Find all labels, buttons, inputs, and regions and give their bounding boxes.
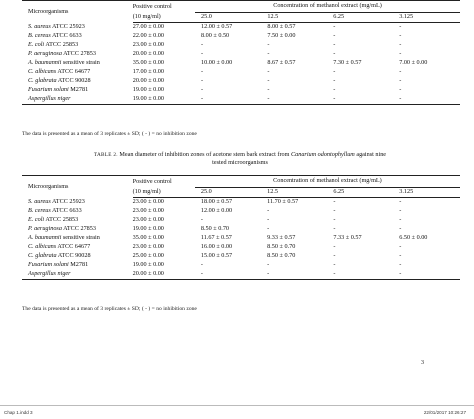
zone-value-cell: - bbox=[399, 243, 402, 251]
zone-value-cell: - bbox=[333, 216, 336, 224]
species-name: E. coli bbox=[28, 41, 45, 49]
zone-value-cell: - bbox=[399, 23, 402, 31]
strain-name: sensitive strain bbox=[61, 234, 100, 242]
table-row bbox=[22, 270, 460, 280]
zone-value-cell: 8.50 ± 0.70 bbox=[200, 225, 230, 233]
positive-control-cell: 23.00 ± 0.00 bbox=[132, 243, 164, 251]
table-row bbox=[22, 77, 460, 86]
zone-value-cell: - bbox=[327, 95, 393, 105]
footer-file-label: Chap 1.indd 3 bbox=[4, 410, 33, 415]
header-positive-control-unit: (10 mg/ml) bbox=[133, 188, 195, 198]
zone-value-cell: - bbox=[399, 68, 402, 76]
zone-value-cell: - bbox=[333, 225, 336, 233]
microorganism-cell bbox=[22, 59, 133, 68]
table-row bbox=[22, 41, 460, 50]
zone-value-cell: 8.50 ± 0.70 bbox=[267, 252, 296, 260]
positive-control-cell: 35.00 ± 0.00 bbox=[132, 59, 164, 67]
zone-value-cell: - bbox=[399, 207, 402, 215]
table-2-note: The data is presented as a mean of 3 replicates ± SD; ( - ) = no inhibition zone bbox=[22, 306, 197, 312]
positive-control-cell: 20.00 ± 0.00 bbox=[132, 77, 164, 85]
positive-control-cell: 23.00 ± 0.00 bbox=[132, 216, 164, 224]
zone-value-cell: - bbox=[333, 207, 336, 215]
species-name: Aspergillus niger bbox=[28, 95, 71, 103]
table-row bbox=[22, 207, 460, 216]
microorganism-cell bbox=[22, 261, 133, 270]
zone-value-cell: - bbox=[333, 50, 336, 58]
zone-value-cell: - bbox=[399, 41, 402, 49]
species-name: A. baumannii bbox=[28, 59, 62, 67]
zone-value-cell: - bbox=[267, 68, 270, 76]
microorganism-cell bbox=[22, 252, 133, 261]
caption-line-2: tested microorganisms bbox=[212, 159, 268, 167]
zone-value-cell: - bbox=[399, 198, 402, 206]
microorganism-cell bbox=[22, 243, 133, 252]
zone-value-cell: - bbox=[399, 77, 402, 85]
zone-value-cell: 9.33 ± 0.57 bbox=[267, 234, 296, 242]
table-2-body bbox=[22, 198, 460, 280]
zone-value-cell: - bbox=[333, 41, 336, 49]
table-row bbox=[22, 243, 460, 252]
strain-name: sensitive strain bbox=[61, 59, 100, 67]
zone-value-cell: - bbox=[201, 41, 204, 49]
species-name: C. glabrata bbox=[28, 252, 57, 260]
zone-value-cell: - bbox=[201, 86, 204, 94]
zone-value-cell: - bbox=[333, 68, 336, 76]
zone-value-cell: - bbox=[333, 243, 336, 251]
zone-value-cell: - bbox=[399, 50, 402, 58]
table-row bbox=[22, 234, 460, 243]
print-footer bbox=[0, 405, 474, 419]
strain-name: ATCC 90028 bbox=[56, 77, 91, 85]
strain-name: ATCC 25923 bbox=[50, 23, 85, 31]
zone-value-cell: - bbox=[333, 252, 336, 260]
header-conc-6-25: 6.25 bbox=[327, 188, 393, 198]
positive-control-cell: 20.00 ± 0.00 bbox=[133, 270, 195, 280]
table-1 bbox=[22, 0, 460, 105]
zone-value-cell: - bbox=[333, 32, 336, 40]
zone-value-cell: - bbox=[267, 207, 270, 215]
zone-value-cell: - bbox=[333, 23, 336, 31]
zone-value-cell: - bbox=[261, 270, 327, 280]
microorganism-cell bbox=[22, 270, 133, 280]
page-number: 3 bbox=[421, 360, 424, 366]
caption-text-1: Mean diameter of inhibition zones of acetone stem bark extract from bbox=[117, 151, 291, 158]
header-microorganisms: Microorganisms bbox=[22, 1, 133, 23]
positive-control-cell: 20.00 ± 0.00 bbox=[132, 50, 164, 58]
zone-value-cell: 11.67 ± 0.57 bbox=[200, 234, 232, 242]
zone-value-cell: - bbox=[267, 50, 270, 58]
species-name: Fusarium solani bbox=[28, 86, 69, 94]
table-row bbox=[22, 32, 460, 41]
species-name: P. aeruginosa bbox=[28, 50, 62, 58]
table-row bbox=[22, 216, 460, 225]
zone-value-cell: - bbox=[201, 50, 204, 58]
strain-name: ATCC 25853 bbox=[44, 216, 79, 224]
header-concentration: Concentration of methanol extract (mg/mL) bbox=[195, 1, 460, 13]
species-name: Aspergillus niger bbox=[28, 270, 71, 278]
microorganism-cell bbox=[22, 207, 133, 216]
zone-value-cell: 18.00 ± 0.57 bbox=[200, 198, 233, 206]
species-name: S. aureus bbox=[28, 198, 51, 206]
table-row bbox=[22, 23, 460, 33]
strain-name: M2781 bbox=[68, 261, 89, 269]
caption-label: TABLE 2. bbox=[93, 152, 118, 158]
zone-value-cell: - bbox=[399, 86, 402, 94]
positive-control-cell: 19.00 ± 0.00 bbox=[132, 86, 164, 94]
table-row bbox=[22, 95, 460, 105]
header-concentration: Concentration of methanol extract (mg/mL) bbox=[195, 176, 460, 188]
zone-value-cell: - bbox=[200, 261, 203, 269]
species-name: S. aureus bbox=[28, 23, 51, 31]
strain-name: ATCC 27853 bbox=[61, 50, 96, 58]
strain-name: ATCC 64677 bbox=[56, 243, 91, 251]
zone-value-cell: 7.50 ± 0.00 bbox=[267, 32, 296, 40]
zone-value-cell: - bbox=[267, 77, 270, 85]
zone-value-cell: 6.50 ± 0.00 bbox=[399, 234, 428, 242]
zone-value-cell: - bbox=[333, 77, 336, 85]
zone-value-cell: - bbox=[267, 41, 270, 49]
zone-value-cell: - bbox=[399, 216, 402, 224]
zone-value-cell: - bbox=[261, 95, 327, 105]
positive-control-cell: 35.00 ± 0.00 bbox=[132, 234, 164, 242]
table-row bbox=[22, 261, 460, 270]
table-row bbox=[22, 59, 460, 68]
zone-value-cell: - bbox=[333, 86, 336, 94]
table-row bbox=[22, 252, 460, 261]
zone-value-cell: 8.67 ± 0.57 bbox=[267, 59, 296, 67]
zone-value-cell: - bbox=[393, 270, 460, 280]
table-2-caption bbox=[30, 151, 450, 168]
microorganism-cell bbox=[22, 41, 133, 50]
zone-value-cell: - bbox=[195, 95, 261, 105]
zone-value-cell: - bbox=[267, 86, 270, 94]
zone-value-cell: - bbox=[399, 261, 402, 269]
strain-name: ATCC 27853 bbox=[61, 225, 96, 233]
header-microorganisms: Microorganisms bbox=[22, 176, 133, 198]
zone-value-cell: - bbox=[195, 270, 261, 280]
positive-control-cell: 23.00 ± 0.00 bbox=[132, 198, 164, 206]
strain-name: M2781 bbox=[68, 86, 89, 94]
caption-text-2: against nine bbox=[354, 151, 387, 158]
microorganism-cell bbox=[22, 32, 133, 41]
zone-value-cell: - bbox=[333, 198, 336, 206]
microorganism-cell bbox=[22, 68, 133, 77]
table-row bbox=[22, 225, 460, 234]
positive-control-cell: 23.00 ± 0.00 bbox=[132, 207, 164, 215]
species-name: E. coli bbox=[28, 216, 45, 224]
microorganism-cell bbox=[22, 234, 133, 243]
zone-value-cell: - bbox=[200, 216, 203, 224]
microorganism-cell bbox=[22, 23, 133, 33]
species-name: P. aeruginosa bbox=[28, 225, 62, 233]
zone-value-cell: 11.70 ± 0.57 bbox=[267, 198, 299, 206]
positive-control-cell: 27.00 ± 0.00 bbox=[132, 23, 164, 31]
table-row bbox=[22, 198, 460, 208]
zone-value-cell: - bbox=[333, 261, 336, 269]
positive-control-cell: 19.00 ± 0.00 bbox=[132, 261, 164, 269]
table-1-note: The data is presented as a mean of 3 replicates ± SD; ( - ) = no inhibition zone bbox=[22, 131, 197, 137]
strain-name: ATCC 90028 bbox=[56, 252, 91, 260]
zone-value-cell: 7.33 ± 0.57 bbox=[333, 234, 362, 242]
zone-value-cell: - bbox=[393, 95, 460, 105]
header-positive-control-unit: (10 mg/ml) bbox=[133, 13, 195, 23]
table-row bbox=[22, 50, 460, 59]
header-conc-3-125: 3.125 bbox=[393, 188, 460, 198]
table-1-body bbox=[22, 23, 460, 105]
zone-value-cell: - bbox=[399, 32, 402, 40]
zone-value-cell: - bbox=[327, 270, 393, 280]
zone-value-cell: 16.00 ± 0.00 bbox=[200, 243, 233, 251]
zone-value-cell: - bbox=[267, 216, 270, 224]
zone-value-cell: - bbox=[399, 252, 402, 260]
zone-value-cell: - bbox=[399, 225, 402, 233]
microorganism-cell bbox=[22, 225, 133, 234]
zone-value-cell: - bbox=[267, 261, 270, 269]
zone-value-cell: 12.00 ± 0.00 bbox=[200, 207, 233, 215]
zone-value-cell: - bbox=[267, 225, 270, 233]
species-name: B. cereus bbox=[28, 32, 51, 40]
positive-control-cell: 19.00 ± 0.00 bbox=[132, 225, 164, 233]
positive-control-cell: 19.00 ± 0.00 bbox=[133, 95, 195, 105]
header-conc-6-25: 6.25 bbox=[327, 13, 393, 23]
zone-value-cell: 8.00 ± 0.57 bbox=[267, 23, 296, 31]
zone-value-cell: 12.00 ± 0.57 bbox=[201, 23, 233, 31]
species-name: A. baumannii bbox=[28, 234, 62, 242]
positive-control-cell: 22.00 ± 0.00 bbox=[132, 32, 164, 40]
header-positive-control: Positive control bbox=[133, 1, 195, 13]
strain-name: ATCC 6633 bbox=[50, 207, 82, 215]
zone-value-cell: 10.00 ± 0.00 bbox=[201, 59, 233, 67]
positive-control-cell: 17.00 ± 0.00 bbox=[132, 68, 164, 76]
microorganism-cell bbox=[22, 216, 133, 225]
table-row bbox=[22, 86, 460, 95]
zone-value-cell: 7.00 ± 0.00 bbox=[399, 59, 428, 67]
strain-name: ATCC 64677 bbox=[56, 68, 91, 76]
microorganism-cell bbox=[22, 95, 133, 105]
species-name: B. cereus bbox=[28, 207, 51, 215]
positive-control-cell: 23.00 ± 0.00 bbox=[132, 41, 164, 49]
zone-value-cell: 7.30 ± 0.57 bbox=[333, 59, 362, 67]
species-name: C. albicans bbox=[28, 68, 57, 76]
species-name: C. albicans bbox=[28, 243, 57, 251]
strain-name: ATCC 6633 bbox=[50, 32, 82, 40]
species-name: C. glabrata bbox=[28, 77, 57, 85]
header-positive-control: Positive control bbox=[133, 176, 195, 188]
footer-timestamp: 22/01/2017 10:26:27 bbox=[423, 410, 466, 415]
strain-name: ATCC 25923 bbox=[50, 198, 85, 206]
zone-value-cell: 15.00 ± 0.57 bbox=[200, 252, 233, 260]
table-row bbox=[22, 68, 460, 77]
zone-value-cell: 8.00 ± 0.50 bbox=[201, 32, 230, 40]
microorganism-cell bbox=[22, 86, 133, 95]
microorganism-cell bbox=[22, 198, 133, 208]
positive-control-cell: 25.00 ± 0.00 bbox=[132, 252, 164, 260]
header-conc-3-125: 3.125 bbox=[393, 13, 460, 23]
header-conc-12-5: 12.5 bbox=[261, 188, 327, 198]
header-conc-12-5: 12.5 bbox=[261, 13, 327, 23]
header-conc-25: 25.0 bbox=[195, 188, 261, 198]
zone-value-cell: - bbox=[201, 68, 204, 76]
microorganism-cell bbox=[22, 50, 133, 59]
microorganism-cell bbox=[22, 77, 133, 86]
header-conc-25: 25.0 bbox=[195, 13, 261, 23]
species-name: Fusarium solani bbox=[28, 261, 69, 269]
strain-name: ATCC 25853 bbox=[44, 41, 79, 49]
zone-value-cell: 8.50 ± 0.70 bbox=[267, 243, 296, 251]
caption-species: Canarium odontophyllum bbox=[291, 151, 355, 158]
table-2 bbox=[22, 175, 460, 280]
zone-value-cell: - bbox=[201, 77, 204, 85]
